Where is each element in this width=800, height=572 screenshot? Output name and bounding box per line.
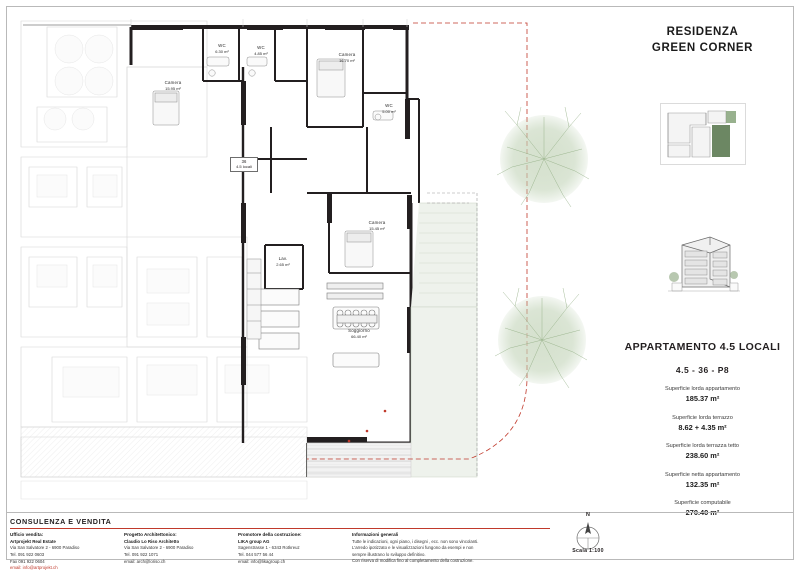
- metric-value: 132.35 m²: [685, 479, 720, 489]
- metric-value: 185.37 m²: [685, 394, 720, 404]
- column-heading: Progetto Architettonico:: [124, 532, 177, 537]
- key-plan: [660, 103, 746, 165]
- unit-type: 4.5 locali: [236, 164, 252, 170]
- project-title: [612, 25, 793, 56]
- metric-item: [612, 471, 793, 491]
- metrics-list: [612, 385, 793, 528]
- room-area: 16.70 m²: [339, 57, 355, 63]
- room-name: Camera: [368, 220, 386, 225]
- tree-lower: [495, 288, 587, 388]
- column-line: Tel. 091 922 1071: [124, 551, 159, 557]
- footer-accent-rule: [10, 528, 550, 529]
- info-column: [612, 7, 793, 512]
- room-name: Camera: [338, 52, 356, 57]
- room-name: Camera: [164, 80, 182, 85]
- metric-label: Superficie lorda appartamento: [665, 386, 740, 392]
- column-line: Via San Salvatore 2 - 6900 Paradiso: [124, 545, 194, 551]
- room-area: 5.00 m²: [382, 108, 396, 114]
- metric-label: Superficie lorda terrazza tetto: [665, 443, 740, 449]
- room-name: Soggiorno: [348, 328, 370, 333]
- project-title-line1: RESIDENZA: [666, 26, 739, 38]
- footer-heading: CONSULENZA E VENDITA: [10, 517, 112, 526]
- room-area: 4.85 m²: [254, 50, 268, 56]
- footer-divider: [7, 512, 793, 513]
- tree-upper: [497, 107, 589, 207]
- unit-tag: [230, 157, 258, 172]
- metric-item: [612, 385, 793, 405]
- column-line: L'arredo ipotizzato e le visualizzazioni fungono da esempi e non sempre illustrano lo sviluppo definitivo.: [352, 545, 474, 557]
- column-heading: Informazioni generali: [352, 532, 399, 537]
- unit-number: 36: [241, 159, 247, 164]
- metric-label: Superficie netta appartamento: [665, 471, 740, 478]
- metric-value: 8.62 + 4.35 m²: [678, 422, 727, 432]
- column-line: Sagenstrasse 1 - 6343 Rotkreuz: [238, 545, 300, 551]
- room-area: 15.45 m²: [369, 225, 385, 231]
- floor-plan: [7, 7, 610, 512]
- metric-item: [612, 442, 793, 462]
- north-letter: N: [586, 512, 590, 518]
- metric-value: 238.60 m²: [685, 451, 720, 461]
- building-illustration: [664, 225, 742, 299]
- column-line: Artprojekt Real Estate: [10, 538, 56, 544]
- column-line: Fax 091 922 0604: [10, 558, 45, 564]
- room-name: WC: [257, 45, 265, 50]
- room-area: 15.95 m²: [165, 85, 181, 91]
- scale-label: Scala 1:100: [572, 548, 604, 554]
- room-area: 6.30 m²: [215, 48, 229, 54]
- metric-label: Superficie computabile: [674, 500, 731, 506]
- column-email[interactable]: email: arch@loriso.ch: [124, 558, 166, 564]
- column-line: Tel. 044 577 56 44: [238, 551, 274, 557]
- room-area: 66.40 m²: [351, 333, 367, 339]
- room-name: WC: [385, 103, 393, 108]
- room-name: Lav.: [278, 256, 288, 261]
- column-line: Tel. 091 922 0603: [10, 551, 45, 557]
- column-heading: Promotore della costruzione:: [238, 532, 302, 537]
- column-email[interactable]: email: info@artprojekt.ch: [10, 565, 58, 571]
- column-line: Con riserva di modifica fino al completamento della costruzione.: [352, 558, 474, 564]
- column-line: Tutte le indicazioni, ogni piano, i disegni , ecc. non sono vincolanti.: [352, 538, 479, 544]
- project-title-line2: GREEN CORNER: [651, 41, 754, 54]
- room-name: WC: [218, 43, 226, 48]
- column-line: LIKA group AG: [238, 538, 270, 544]
- column-line: Via San Salvatore 2 - 6900 Paradiso: [10, 545, 80, 551]
- metric-label: Superficie lorda terrazzo: [672, 414, 733, 421]
- title-block-footer: [7, 512, 793, 571]
- apartment-title: APPARTAMENTO 4.5 LOCALI: [624, 341, 781, 353]
- metric-item: [612, 414, 793, 434]
- room-area: 2.65 m²: [276, 261, 290, 267]
- column-line: Claudio Lo Riso Architetto: [124, 538, 180, 544]
- column-email[interactable]: email: info@likagroup.ch: [238, 558, 286, 564]
- floor-plan-svg: [7, 7, 610, 512]
- column-heading: Ufficio vendita:: [10, 532, 44, 537]
- apartment-code: 4.5 - 36 - P8: [675, 365, 730, 375]
